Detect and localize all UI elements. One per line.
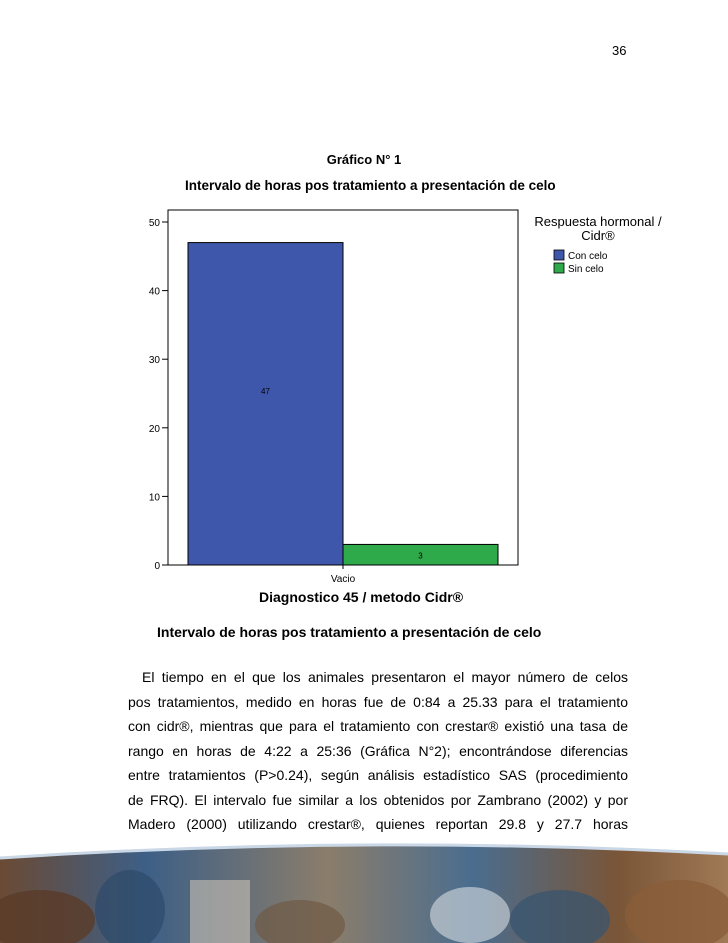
legend-swatch-sin-celo — [554, 263, 564, 273]
legend-label: Sin celo — [568, 264, 604, 275]
y-tick-label: 50 — [148, 218, 160, 229]
legend-title: Respuesta hormonal / — [534, 214, 662, 229]
y-tick-label: 30 — [148, 355, 160, 367]
body-line: rango en horas de 4:22 a 25:36 (Gráfica N°2); encontrándose diferencias — [128, 742, 628, 759]
page-number: 36 — [612, 43, 627, 58]
legend-label: Con celo — [568, 251, 608, 262]
body-line: Madero (2000) utilizando crestar®, quienes reportan 29.8 y 27.7 horas — [128, 816, 628, 832]
data-label: 47 — [261, 386, 270, 396]
legend-swatch-con-celo — [554, 250, 564, 260]
body-line: El tiempo en el que los animales presentaron el mayor número de celos — [142, 669, 628, 685]
bar-chart — [130, 200, 690, 590]
x-tick-label: Vacio — [330, 574, 356, 585]
data-label: 3 — [418, 551, 423, 561]
body-paragraph — [128, 665, 628, 837]
bar-con-celo — [188, 243, 343, 565]
figure-subtitle: Intervalo de horas pos tratamiento a presentación de celo — [185, 178, 556, 193]
figure-caption: Intervalo de horas pos tratamiento a presentación de celo — [157, 624, 542, 640]
y-tick-label: 10 — [148, 492, 160, 504]
body-line: entre tratamientos (P>0.24), según análisis estadístico SAS (procedimiento — [128, 767, 628, 783]
body-line: pos tratamientos, medido en horas fue de 0:84 a 25.33 para el tratamiento — [128, 693, 628, 710]
decorative-photo-banner — [0, 840, 728, 943]
y-tick-label: 40 — [148, 286, 160, 298]
body-line: con cidr®, mientras que para el tratamiento con crestar® existió una tasa de — [128, 718, 628, 734]
y-tick-label: 0 — [154, 561, 160, 572]
figure-label: Gráfico N° 1 — [326, 152, 402, 167]
y-tick-label: 20 — [148, 423, 160, 435]
body-line: de FRQ). El intervalo fue similar a los obtenidos por Zambrano (2002) y por — [128, 791, 628, 808]
chart-x-axis-title: Diagnostico 45 / metodo Cidr® — [259, 589, 464, 605]
legend-title: Cidr® — [581, 228, 615, 243]
